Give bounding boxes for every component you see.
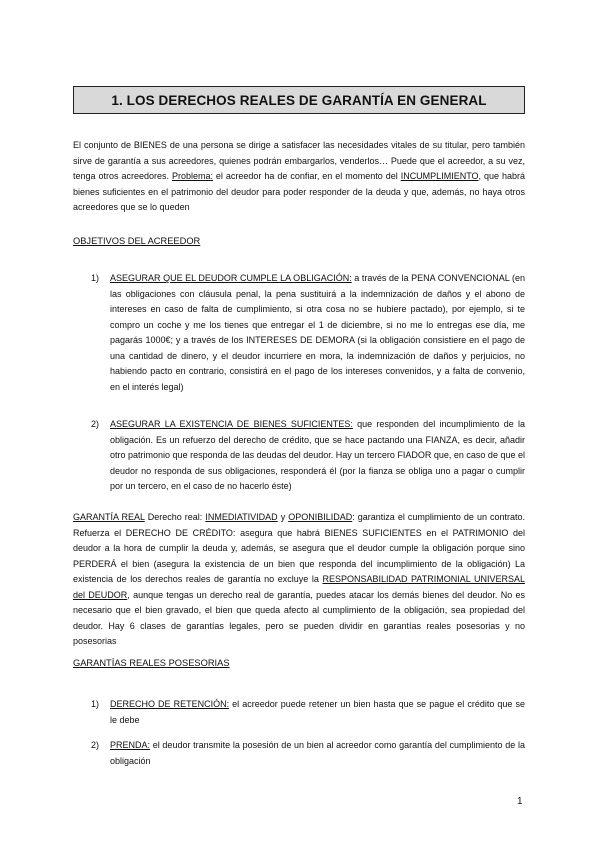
garantia-text-1: Derecho real: xyxy=(144,512,206,522)
list-item xyxy=(91,738,525,772)
item-body: que responden del incumplimiento de la obligación. Es un refuerzo del derecho de crédito, que se hace pactando una FIANZA, es decir, añadir otro patrimonio que responda de las deudas del deudor. Hay un tercero FIADOR que, en caso de que el deudor no responda de sus obligaciones, responderá él (por la fianza se obliga uno a pagar o cumplir por un tercero, en el caso de no hacerlo éste) xyxy=(110,419,526,491)
item-number: 1) xyxy=(91,699,100,709)
section-title: 1. LOS DERECHOS REALES DE GARANTÍA EN GENERAL xyxy=(111,92,487,108)
intro-text-1: El conjunto de BIENES de una persona se dirige a satisfacer las necesidades vitales de su titular, pero también sirve de garantía a sus acreedores, quienes podrán embargarlos, venderlos… Puede que el acreedor, a su vez, tenga otros acreedores. xyxy=(73,140,525,181)
problema-label: Problema: xyxy=(171,171,213,181)
section-title-box xyxy=(73,86,525,114)
garantia-real-label: GARANTÍA REAL xyxy=(73,512,145,522)
intro-text-2: el acreedor ha de confiar, en el momento del xyxy=(212,171,401,181)
list-item xyxy=(91,697,525,731)
oponibilidad-term: OPONIBILIDAD xyxy=(288,512,353,522)
item-body: el acreedor puede retener un bien hasta que se pague el crédito que se le debe xyxy=(110,699,525,725)
garantia-text-2: y xyxy=(277,512,289,522)
intro-text-3: , que habrá bienes suficientes en el patrimonio del deudor para poder responder de la deuda y que, además, no haya otros acreedores que se lo queden xyxy=(73,171,525,212)
garantia-paragraph xyxy=(73,510,525,650)
posesorias-heading: GARANTÍAS REALES POSESORIAS xyxy=(73,658,230,668)
item-text xyxy=(110,697,525,728)
item-lead: PRENDA: xyxy=(110,740,151,750)
item-number: 1) xyxy=(91,273,100,283)
page-number: 1 xyxy=(517,796,523,807)
item-lead: ASEGURAR LA EXISTENCIA DE BIENES SUFICIENTES: xyxy=(110,419,353,429)
item-text xyxy=(110,417,525,495)
inmediatividad-term: INMEDIATIVIDAD xyxy=(205,512,278,522)
responsabilidad-term: RESPONSABILIDAD PATRIMONIAL UNIVERSAL del DEUDOR xyxy=(73,574,525,600)
intro-paragraph xyxy=(73,138,525,216)
item-lead: ASEGURAR QUE EL DEUDOR CUMPLE LA OBLIGACIÓN: xyxy=(110,273,352,283)
item-body: a través de la PENA CONVENCIONAL (en las obligaciones con cláusula penal, la pena sustituirá a la indemnización de daños y el abono de intereses en caso de falta de cumplimiento, si otra cosa no se hubiere pactado), por ejemplo, si te compro un coche y me los tienes que entregar el 1 de diciembre, si no me lo entregas ese día, me pagarás 1000€; y a través de los INTERESES DE DEMORA (si la obligación consistiere en el pago de una cantidad de dinero, y el deudor incurriere en mora, la indemnización de daños y perjuicios, no habiendo pacto en contrario, consistirá en el pago de los intereses convenidos, y a falta de convenio, en el interés legal) xyxy=(110,273,525,392)
list-item xyxy=(91,417,525,497)
item-text xyxy=(110,738,525,769)
garantia-text-3: : garantiza el cumplimiento de un contrato. Refuerza el DERECHO DE CRÉDITO: asegura que habrá BIENES SUFICIENTES en el PATRIMONIO del deudor a la hora de cumplir la deuda y, además, se asegura que el deudor cumple la obligación porque sino PERDERÁ el bien (asegura la existencia de un bien que responda del incumplimiento de la obligación) La existencia de los derechos reales de garantía no excluye la xyxy=(73,512,526,584)
item-lead: DERECHO DE RETENCIÓN: xyxy=(110,699,230,709)
incumplimiento-term: INCUMPLIMIENTO xyxy=(400,171,479,181)
list-item xyxy=(91,271,525,401)
objetivos-heading: OBJETIVOS DEL ACREEDOR xyxy=(73,236,201,246)
garantia-text-4: , aunque tengas un derecho real de garantía, puedes atacar los demás bienes del deudor. No es necesario que el bien gravado, el bien que queda afecto al cumplimiento de la obligación, sea propiedad del deudor. Hay 6 clases de garantías legales, pero se pueden dividir en garantías reales posesorias y no posesorias xyxy=(73,589,525,646)
item-text xyxy=(110,271,525,395)
item-number: 2) xyxy=(91,419,100,429)
item-number: 2) xyxy=(91,740,100,750)
item-body: el deudor transmite la posesión de un bien al acreedor como garantía del cumplimiento de la obligación xyxy=(110,740,525,766)
